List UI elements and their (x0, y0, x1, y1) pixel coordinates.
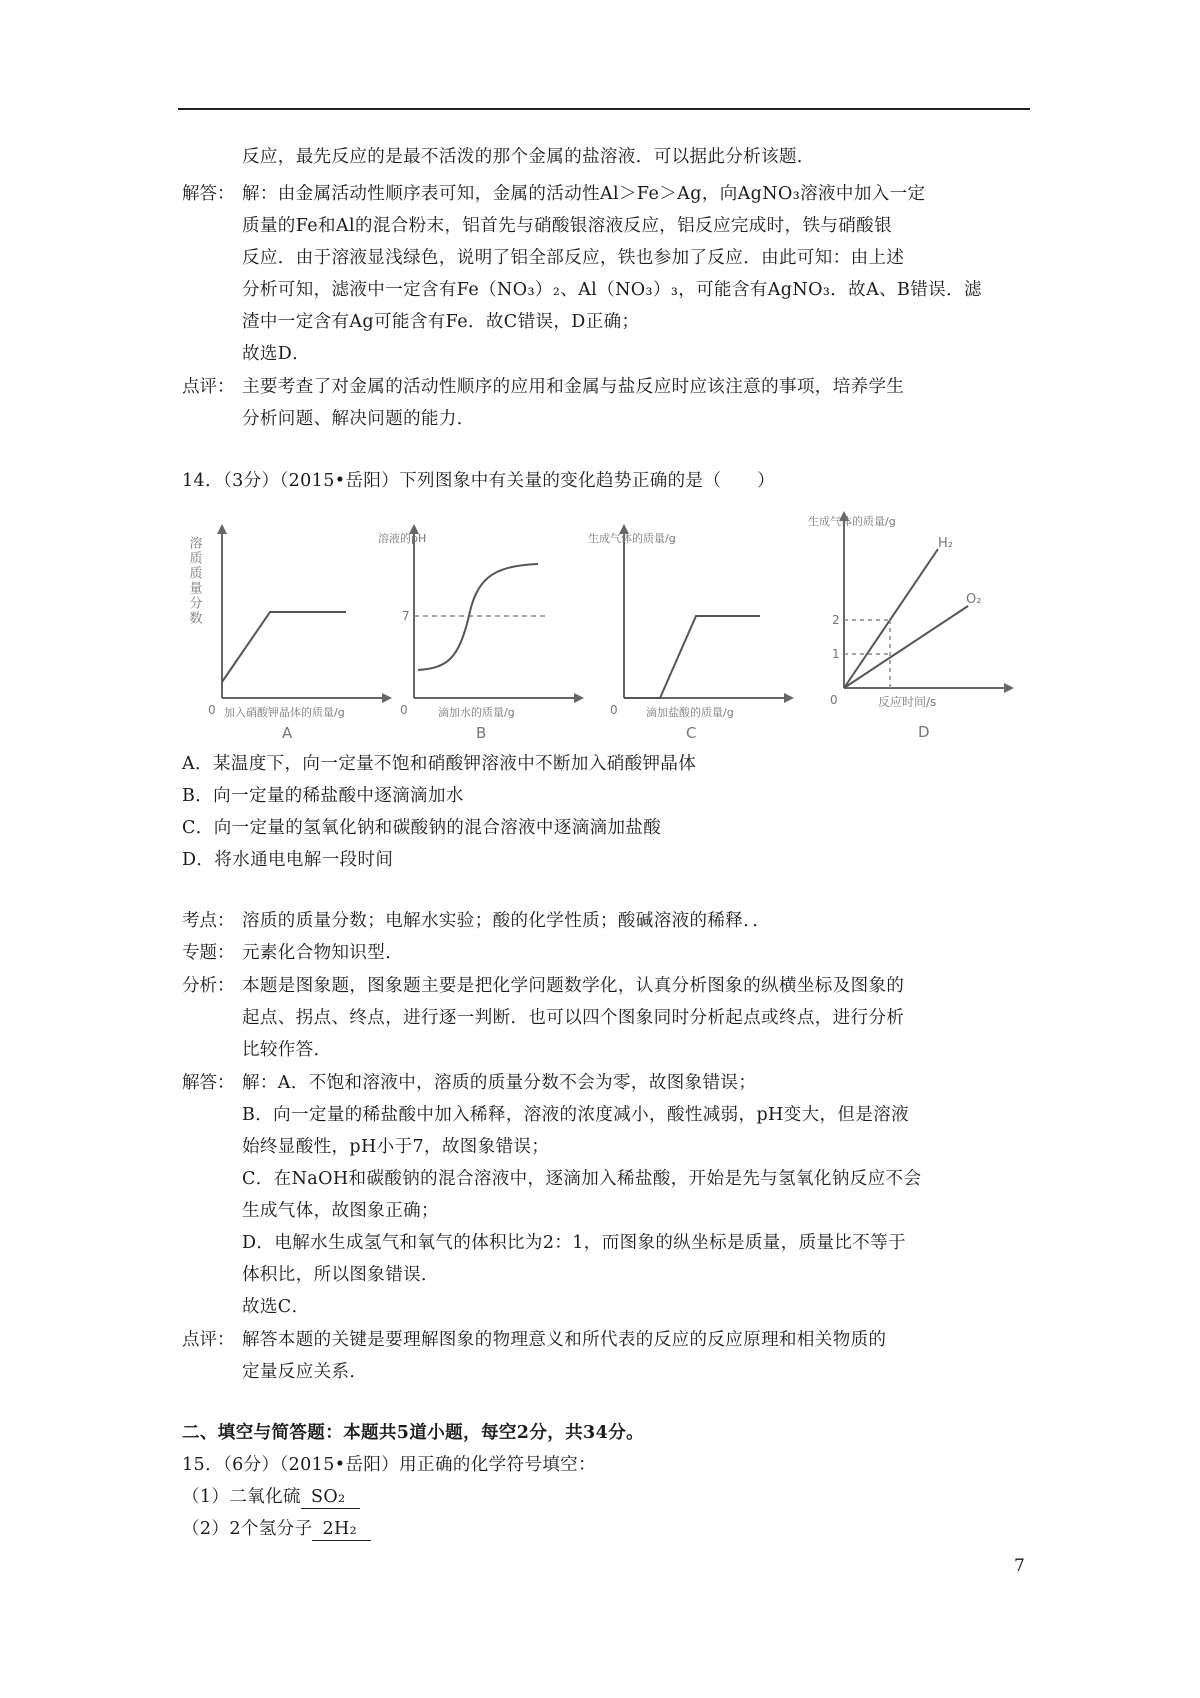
q15-part-2 (182, 1518, 371, 1541)
q13-comment-label: 点评： (182, 377, 235, 397)
graph-d-x-arrow (1004, 683, 1014, 693)
q14-option-d: D．将水通电电解一段时间 (182, 850, 394, 870)
graph-d-o2-line (844, 606, 968, 688)
q14-fenxi-label: 分析： (182, 976, 235, 996)
q14-kaodian-label: 考点： (182, 911, 235, 931)
graph-d-letter: D (918, 723, 930, 741)
q14-jieda-line: B．向一定量的稀盐酸中加入稀释，溶液的浓度减小，酸性减弱，pH变大，但是溶液 (242, 1105, 910, 1125)
graph-d-ylabel: 生成气体的质量/g (808, 515, 896, 528)
graph-c-x-arrow (784, 693, 794, 703)
q13-analysis-tail: 反应，最先反应的是最不活泼的那个金属的盐溶液．可以据此分析该题． (242, 147, 815, 167)
q13-solution-line: 故选D． (242, 344, 311, 364)
q13-solution-line: 解：由金属活动性顺序表可知，金属的活动性Al＞Fe＞Ag，向AgNO₃溶液中加入一定 (242, 184, 926, 204)
q14-dianping-line: 定量反应关系． (242, 1362, 368, 1382)
q14-jieda-label: 解答： (182, 1073, 235, 1093)
q14-dianping-line: 解答本题的关键是要理解图象的物理意义和所代表的反应的反应原理和相关物质的 (242, 1330, 887, 1350)
graph-c-ylabel: 生成气体的质量/g (588, 532, 676, 545)
graph-b-origin: 0 (400, 703, 408, 717)
graph-a (186, 520, 396, 746)
q14-option-b: B．向一定量的稀盐酸中逐滴滴加水 (182, 786, 464, 806)
graph-b-ylabel: 溶液的pH (378, 532, 427, 545)
q14-jieda-line: D．电解水生成氢气和氧气的体积比为2：1，而图象的纵坐标是质量，质量比不等于 (242, 1233, 906, 1253)
q13-solution-line: 渣中一定含有Ag可能含有Fe．故C错误，D正确； (242, 312, 640, 332)
graph-d-tick: 2 (832, 613, 840, 627)
q13-solution-label: 解答： (182, 184, 235, 204)
graph-c-xlabel: 滴加盐酸的质量/g (646, 706, 734, 719)
q14-fenxi-line: 起点、拐点、终点，进行逐一判断．也可以四个图象同时分析起点或终点，进行分析 (242, 1008, 905, 1028)
q13-comment-line: 分析问题、解决问题的能力． (242, 409, 475, 429)
graph-c-letter: C (686, 724, 697, 742)
graph-b-curve (418, 564, 538, 670)
graph-b (378, 520, 588, 746)
q13-solution-line: 反应．由于溶液显浅绿色，说明了铝全部反应，铁也参加了反应．由此可知：由上述 (242, 248, 905, 268)
q14-option-a: A．某温度下，向一定量不饱和硝酸钾溶液中不断加入硝酸钾晶体 (182, 754, 697, 774)
graph-a-curve (222, 612, 346, 682)
q13-solution-line: 分析可知，滤液中一定含有Fe（NO₃）₂、Al（NO₃）₃，可能含有AgNO₃．故A、B错误．滤 (242, 280, 982, 300)
graph-d-series-label: O₂ (966, 592, 982, 607)
q14-jieda-line: 故选C． (242, 1297, 310, 1317)
graph-c-curve (624, 616, 760, 698)
graph-d-xlabel: 反应时间/s (878, 695, 937, 709)
q14-kaodian: 溶质的质量分数；电解水实验；酸的化学性质；酸碱溶液的稀释．． (242, 911, 771, 931)
graph-b-ref-value: 7 (402, 609, 410, 623)
graph-a-y-arrow (217, 524, 227, 534)
q14-jieda-line: 解：A．不饱和溶液中，溶质的质量分数不会为零，故图象错误； (242, 1073, 757, 1093)
graph-d-origin: 0 (830, 693, 838, 707)
q15-stem: 15．（6分）（2015•岳阳）用正确的化学符号填空： (182, 1455, 597, 1475)
graph-d-h2-line (844, 549, 938, 688)
graph-d (808, 505, 1018, 746)
q14-fenxi-line: 本题是图象题，图象题主要是把化学问题数学化，认真分析图象的纵横坐标及图象的 (242, 976, 905, 996)
graph-d-series-label: H₂ (938, 536, 953, 551)
q14-jieda-line: 始终显酸性，pH小于7，故图象错误； (242, 1137, 550, 1157)
q14-jieda-line: 生成气体，故图象正确； (242, 1201, 439, 1221)
q14-zhuanti: 元素化合物知识型． (242, 943, 404, 963)
q14-dianping-label: 点评： (182, 1330, 235, 1350)
q13-solution-line: 质量的Fe和Al的混合粉末，铝首先与硝酸银溶液反应，铝反应完成时，铁与硝酸银 (242, 216, 892, 236)
q14-jieda-line: 体积比，所以图象错误． (242, 1265, 439, 1285)
page-number: 7 (1014, 1556, 1025, 1576)
q14-stem: 14．（3分）（2015•岳阳）下列图象中有关量的变化趋势正确的是（ ） (182, 471, 776, 491)
header-rule (178, 108, 1030, 110)
graph-d-tick: 1 (832, 647, 840, 661)
q14-jieda-line: C．在NaOH和碳酸钠的混合溶液中，逐滴加入稀盐酸，开始是先与氢氧化钠反应不会 (242, 1169, 922, 1189)
q15-part-2-answer: 2H₂ (312, 1518, 371, 1541)
section-2-heading: 二、填空与简答题：本题共5道小题，每空2分，共34分。 (182, 1423, 645, 1443)
q14-zhuanti-label: 专题： (182, 943, 235, 963)
graph-b-x-arrow (574, 693, 584, 703)
graph-c (588, 520, 798, 746)
graph-a-ylabel: 溶质质量分数 (186, 536, 202, 626)
graph-b-xlabel: 滴加水的质量/g (438, 706, 515, 719)
q14-fenxi-line: 比较作答． (242, 1040, 332, 1060)
q13-comment-line: 主要考查了对金属的活动性顺序的应用和金属与盐反应时应该注意的事项，培养学生 (242, 377, 905, 397)
graph-a-origin: 0 (208, 703, 216, 717)
q15-part-1 (182, 1486, 360, 1509)
q15-part-1-answer: SO₂ (301, 1486, 360, 1509)
graph-a-letter: A (282, 724, 293, 742)
graph-a-xlabel: 加入硝酸钾晶体的质量/g (224, 706, 345, 719)
graph-b-letter: B (476, 724, 487, 742)
q15-part-2-label: （2）2个氢分子 (182, 1519, 313, 1539)
q15-part-1-label: （1）二氧化硫 (182, 1487, 301, 1507)
q14-option-c: C．向一定量的氢氧化钠和碳酸钠的混合溶液中逐滴滴加盐酸 (182, 818, 662, 838)
graph-c-origin: 0 (610, 703, 618, 717)
